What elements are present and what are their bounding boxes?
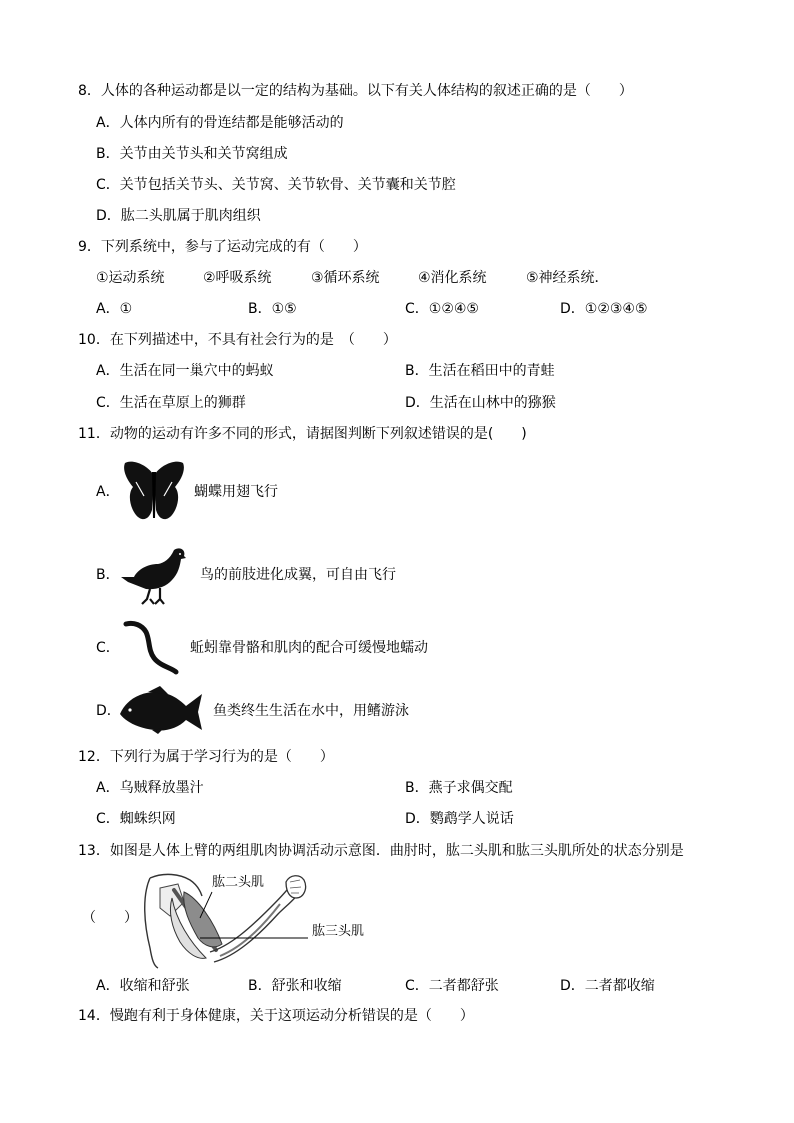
fish-icon: [118, 686, 204, 734]
question-12-option-c: C．蜘蛛织网: [96, 811, 176, 827]
question-11-option-c-text: 蚯蚓靠骨骼和肌肉的配合可缓慢地蠕动: [190, 640, 428, 656]
bird-icon: [120, 544, 188, 606]
question-11-option-b-letter: B．: [96, 567, 120, 583]
question-9-option-b: B．①⑤: [248, 301, 297, 317]
question-13-option-d: D．二者都收缩: [560, 978, 655, 994]
butterfly-icon: [122, 460, 186, 526]
question-9-option-d: D．①②③④⑤: [560, 301, 648, 317]
question-9-stem: 9．下列系统中，参与了运动完成的有（ ）: [78, 239, 367, 255]
question-11-option-c-letter: C．: [96, 640, 120, 656]
question-11-option-d-letter: D．: [96, 703, 121, 719]
question-13-option-a: A．收缩和舒张: [96, 978, 190, 994]
question-12-stem: 12．下列行为属于学习行为的是（ ）: [78, 749, 334, 765]
question-10-option-b: B．生活在稻田中的青蛙: [405, 363, 555, 379]
question-14-stem: 14．慢跑有利于身体健康，关于这项运动分析错误的是（ ）: [78, 1008, 474, 1024]
question-8-option-a: A．人体内所有的骨连结都是能够活动的: [96, 115, 344, 131]
question-13-option-b: B．舒张和收缩: [248, 978, 342, 994]
question-10-option-c: C．生活在草原上的狮群: [96, 395, 246, 411]
question-9-option-c: C．①②④⑤: [405, 301, 479, 317]
question-12-option-b: B．燕子求偶交配: [405, 780, 513, 796]
question-11-option-b-text: 鸟的前肢进化成翼，可自由飞行: [200, 567, 396, 583]
question-8-option-c: C．关节包括关节头、关节窝、关节软骨、关节囊和关节腔: [96, 177, 456, 193]
triceps-label: 肱三头肌: [312, 924, 365, 939]
question-10-option-a: A．生活在同一巢穴中的蚂蚁: [96, 363, 274, 379]
question-9-item-4: ④消化系统: [418, 270, 487, 286]
question-8-option-b: B．关节由关节头和关节窝组成: [96, 146, 288, 162]
question-8-stem: 8．人体的各种运动都是以一定的结构为基础。以下有关人体结构的叙述正确的是（ ）: [78, 83, 633, 99]
question-9-item-2: ②呼吸系统: [203, 270, 272, 286]
biceps-label: 肱二头肌: [212, 875, 265, 890]
question-13-option-c: C．二者都舒张: [405, 978, 499, 994]
question-13-stem: 13．如图是人体上臂的两组肌肉协调活动示意图．曲肘时，肱二头肌和肱三头肌所处的状态分别是: [78, 843, 684, 859]
question-11-option-d-text: 鱼类终生生活在水中，用鳍游泳: [213, 703, 409, 719]
question-11-stem: 11．动物的运动有许多不同的形式，请据图判断下列叙述错误的是( ): [78, 426, 527, 442]
question-8-option-d: D．肱二头肌属于肌肉组织: [96, 208, 261, 224]
question-11-option-a-letter: A．: [96, 484, 120, 500]
question-13-answer-paren: （ ）: [82, 910, 138, 926]
question-9-option-a: A．①: [96, 301, 133, 317]
question-12-option-d: D．鹦鹉学人说话: [405, 811, 514, 827]
question-10-stem: 10．在下列描述中，不具有社会行为的是 （ ）: [78, 332, 397, 348]
question-12-option-a: A．乌贼释放墨汁: [96, 780, 204, 796]
question-10-option-d: D．生活在山林中的猕猴: [405, 395, 556, 411]
earthworm-icon: [120, 620, 182, 676]
question-11-option-a-text: 蝴蝶用翅飞行: [194, 484, 278, 500]
question-9-item-1: ①运动系统: [96, 270, 165, 286]
question-9-item-5: ⑤神经系统．: [526, 270, 609, 286]
question-9-item-3: ③循环系统: [311, 270, 380, 286]
